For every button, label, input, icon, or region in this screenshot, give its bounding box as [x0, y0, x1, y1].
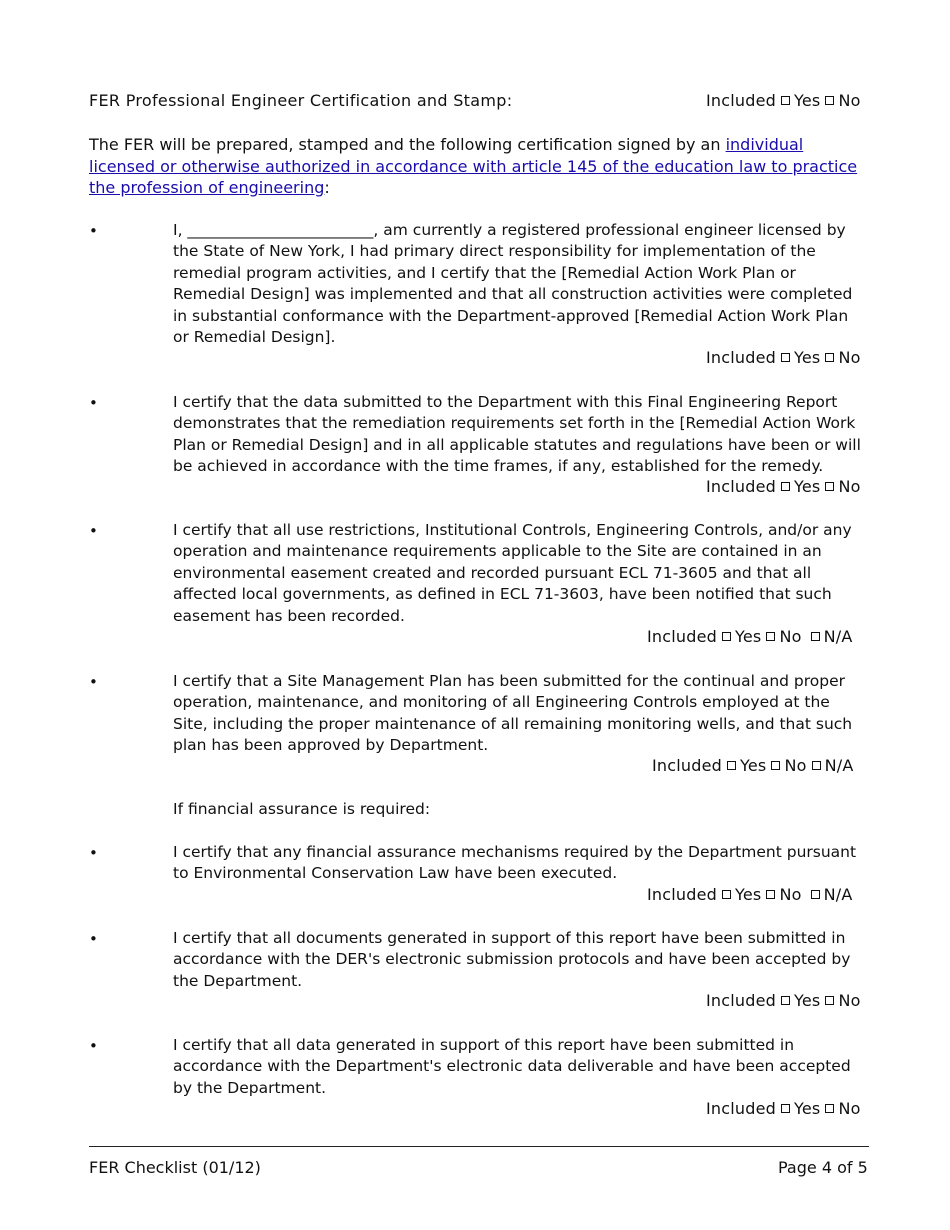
no-checkbox[interactable] — [766, 890, 775, 899]
na-label: N/A — [824, 756, 854, 775]
certification-item: I, ________________________, am currently a registered professional engineer licensed by the State of New York, I had primary direct responsibility for implementation of the remedial program activities, and I certify that the [Remedial Action Work Plan or Remedial Design] was implemented and that all construction activities were completed in substantial conformance with the Department-approved [Remedial Action Work Plan or Remedial Design]. — [173, 221, 853, 347]
na-checkbox[interactable] — [811, 890, 820, 899]
certification-item: I certify that a Site Management Plan has been submitted for the continual and proper operation, maintenance, and monitoring of all Engineering Controls employed at the Site, including the proper maintenance of all remaining monitoring wells, and that such plan has been approved by Department. — [173, 672, 853, 755]
no-label: No — [838, 348, 861, 367]
item-included-status — [647, 627, 853, 646]
section-heading: FER Professional Engineer Certification and Stamp: — [89, 91, 513, 110]
included-label: Included — [652, 756, 722, 775]
item-included-status — [706, 477, 861, 496]
no-label: No — [838, 477, 861, 496]
intro-text: The FER will be prepared, stamped and the following certification signed by an — [89, 135, 726, 154]
intro-colon: : — [324, 178, 330, 197]
footer-document-id: FER Checklist (01/12) — [89, 1158, 261, 1177]
certification-item: I certify that all documents generated in support of this report have been submitted in accordance with the DER's electronic submission protocols and have been accepted by the Department. — [173, 929, 851, 990]
yes-label: Yes — [735, 885, 762, 904]
no-checkbox[interactable] — [771, 761, 780, 770]
yes-checkbox[interactable] — [781, 96, 790, 105]
item-included-status — [706, 991, 861, 1010]
na-label: N/A — [823, 885, 853, 904]
yes-label: Yes — [794, 91, 821, 110]
heading-included-status — [706, 91, 861, 110]
included-label: Included — [706, 1099, 776, 1118]
item-included-status — [706, 348, 861, 367]
no-label: No — [784, 756, 807, 775]
yes-label: Yes — [794, 1099, 821, 1118]
certification-item: I certify that all data generated in support of this report have been submitted in accordance with the Department's electronic data deliverable and have been accepted by the Department. — [173, 1036, 851, 1097]
yes-label: Yes — [794, 477, 821, 496]
na-checkbox[interactable] — [812, 761, 821, 770]
yes-label: Yes — [794, 991, 821, 1010]
bullet-icon: • — [89, 673, 98, 691]
certification-item: I certify that all use restrictions, Institutional Controls, Engineering Controls, and/or any operation and maintenance requirements applicable to the Site are contained in an environmental easement created and recorded pursuant ECL 71-3605 and that all affected local governments, as defined in ECL 71-3603, have been notified that such easement has been recorded. — [173, 521, 852, 625]
included-label: Included — [706, 991, 776, 1010]
included-label: Included — [706, 91, 776, 110]
no-checkbox[interactable] — [825, 996, 834, 1005]
yes-checkbox[interactable] — [722, 632, 731, 641]
no-label: No — [779, 885, 802, 904]
yes-checkbox[interactable] — [722, 890, 731, 899]
item-included-status — [706, 1099, 861, 1118]
na-label: N/A — [823, 627, 853, 646]
footer-page-number: Page 4 of 5 — [778, 1158, 868, 1177]
included-label: Included — [706, 348, 776, 367]
yes-checkbox[interactable] — [727, 761, 736, 770]
financial-assurance-note: If financial assurance is required: — [173, 800, 431, 818]
item-included-status — [647, 885, 853, 904]
included-label: Included — [647, 627, 717, 646]
footer-divider — [89, 1146, 869, 1147]
bullet-icon: • — [89, 222, 98, 240]
included-label: Included — [647, 885, 717, 904]
bullet-icon: • — [89, 1037, 98, 1055]
certification-item: I certify that the data submitted to the Department with this Final Engineering Report demonstrates that the remediation requirements set forth in the [Remedial Action Work Plan or Remedial Design] and in all applicable statutes and regulations have been or will be achieved in accordance with the time frames, if any, established for the remedy. — [173, 393, 861, 476]
bullet-icon: • — [89, 844, 98, 862]
yes-label: Yes — [794, 348, 821, 367]
item-included-status — [652, 756, 854, 775]
no-checkbox[interactable] — [766, 632, 775, 641]
no-checkbox[interactable] — [825, 482, 834, 491]
no-label: No — [779, 627, 802, 646]
article-145-link[interactable]: individual licensed or otherwise authorized in accordance with article 145 of the education law to practice the profession of engineering — [89, 135, 858, 197]
no-label: No — [838, 991, 861, 1010]
no-checkbox[interactable] — [825, 353, 834, 362]
bullet-icon: • — [89, 394, 98, 412]
included-label: Included — [706, 477, 776, 496]
yes-checkbox[interactable] — [781, 996, 790, 1005]
bullet-icon: • — [89, 522, 98, 540]
yes-checkbox[interactable] — [781, 482, 790, 491]
no-label: No — [838, 1099, 861, 1118]
bullet-icon: • — [89, 930, 98, 948]
yes-label: Yes — [740, 756, 767, 775]
no-label: No — [838, 91, 861, 110]
certification-item: I certify that any financial assurance mechanisms required by the Department pursuant to Environmental Conservation Law have been executed. — [173, 843, 857, 883]
na-checkbox[interactable] — [811, 632, 820, 641]
no-checkbox[interactable] — [825, 1104, 834, 1113]
yes-checkbox[interactable] — [781, 1104, 790, 1113]
yes-label: Yes — [735, 627, 762, 646]
yes-checkbox[interactable] — [781, 353, 790, 362]
intro-paragraph — [89, 134, 864, 199]
no-checkbox[interactable] — [825, 96, 834, 105]
